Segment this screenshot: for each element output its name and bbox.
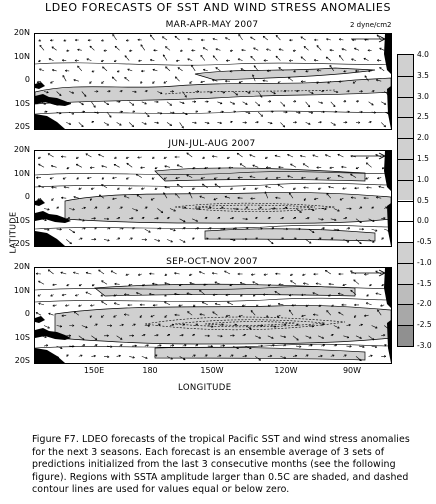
colorbar-cell — [398, 117, 413, 138]
colorbar-tick-label: -1.5 — [417, 278, 432, 288]
wind-vector-head — [104, 51, 106, 52]
colorbar-tick-label: 0.0 — [417, 216, 429, 226]
wind-vector — [306, 102, 310, 107]
colorbar-tick-label: 1.5 — [417, 153, 429, 163]
shaded-anomaly-region — [35, 78, 391, 104]
wind-vector-head — [112, 178, 114, 179]
colorbar-cell — [398, 263, 413, 284]
australia-landmass — [35, 114, 65, 129]
wind-vector — [112, 77, 116, 81]
wind-vector — [239, 34, 243, 40]
colorbar-cell — [398, 97, 413, 118]
colorbar-tick-label: 1.0 — [417, 174, 429, 184]
lon-tick-150w: 150W — [200, 366, 224, 375]
colorbar-cell — [398, 180, 413, 201]
wind-vector — [280, 122, 284, 127]
shaded-anomaly-region — [155, 347, 365, 360]
wind-vector — [354, 280, 359, 284]
contour-line — [35, 298, 391, 302]
wind-vector — [165, 67, 170, 71]
lat-tick-label: 10N — [13, 168, 30, 178]
wind-vector — [255, 102, 260, 106]
lat-tick-label: 20N — [13, 262, 30, 271]
x-axis-title: LONGITUDE — [178, 383, 232, 393]
wind-vector — [79, 122, 83, 126]
wind-vector-head — [335, 111, 337, 112]
wind-vector — [258, 112, 263, 116]
lon-tick-150e: 150E — [83, 366, 105, 375]
wind-vector-head — [179, 306, 181, 307]
colorbar-tick-label: 4.0 — [417, 50, 429, 59]
wind-vector-head — [209, 111, 211, 112]
wind-vector-head — [45, 111, 47, 112]
wind-vector-head — [264, 275, 266, 276]
australia-landmass — [35, 231, 65, 246]
wind-vector — [331, 102, 335, 107]
lat-tick-label: 20S — [14, 356, 30, 365]
lon-tick-120w: 120W — [274, 366, 298, 375]
wind-vector — [306, 239, 311, 243]
indonesia-landmass — [35, 82, 45, 89]
y-axis-title: LATITUDE — [8, 211, 18, 254]
figure-caption — [32, 434, 424, 497]
south-america-landmass — [387, 86, 391, 129]
wind-vector-head — [65, 306, 67, 307]
wind-vector — [366, 163, 371, 167]
wind-vector — [339, 55, 343, 60]
wind-vector-head — [90, 306, 92, 307]
wind-vector-head — [330, 168, 332, 169]
colorbar-tick-label: -1.0 — [417, 257, 432, 267]
wind-vector — [90, 46, 95, 50]
shaded-anomaly-region — [95, 284, 355, 296]
shaded-anomaly-region — [205, 229, 375, 241]
wind-vector-head — [294, 101, 296, 102]
colorbar-cell — [398, 325, 413, 346]
wind-vector-head — [121, 111, 123, 112]
wind-vector-head — [138, 158, 140, 159]
wind-vector-head — [222, 111, 224, 112]
wind-vector-head — [46, 345, 48, 346]
wind-vector — [280, 102, 284, 107]
map-canvas-2 — [35, 151, 391, 246]
contour-line — [35, 225, 391, 229]
wind-vector — [78, 66, 82, 71]
wind-vector — [301, 57, 306, 61]
lat-tick-label: 10N — [13, 51, 30, 61]
australia-landmass — [35, 348, 65, 363]
contour-line — [35, 344, 391, 348]
wind-vector — [317, 45, 321, 50]
wind-vector-head — [293, 51, 295, 52]
lat-tick-label: 10S — [14, 98, 30, 108]
lat-tick-label: 0 — [24, 75, 30, 84]
wind-vector-head — [226, 295, 228, 296]
wind-vector — [125, 77, 130, 81]
colorbar-cell — [398, 138, 413, 159]
forecast-map-panel-1 — [34, 33, 392, 130]
wind-vector — [102, 67, 107, 71]
lat-tick-label: 10N — [13, 285, 30, 295]
lat-tick-label: 0 — [24, 192, 30, 201]
wind-vector-head — [159, 345, 161, 346]
wind-vector — [191, 65, 195, 71]
indonesia-landmass — [35, 199, 45, 206]
wind-vector — [290, 281, 296, 285]
lat-tick-label: 0 — [24, 309, 30, 318]
wind-vector — [175, 77, 179, 81]
south-america-landmass — [387, 320, 391, 363]
wind-vector — [237, 153, 243, 157]
panel-title-2: JUN-JUL-AUG 2007 — [168, 139, 256, 149]
wind-vector-head — [377, 179, 379, 180]
wind-vector-head — [50, 40, 52, 41]
wind-vector — [304, 46, 309, 50]
wind-vector-head — [87, 178, 89, 179]
wind-vector-head — [94, 355, 96, 356]
wind-vector — [276, 35, 280, 40]
wind-vector — [215, 184, 220, 188]
colorbar-tick-label: 3.5 — [417, 70, 429, 80]
wind-vector-head — [348, 111, 350, 112]
wind-vector — [127, 163, 132, 167]
wind-vector — [288, 77, 293, 81]
map-canvas-1 — [35, 34, 391, 129]
colorbar-cell — [398, 221, 413, 242]
wind-vector-head — [140, 168, 142, 169]
forecast-map-panel-2 — [34, 150, 392, 247]
colorbar-cell — [398, 304, 413, 325]
wind-vector-head — [320, 121, 322, 122]
caption-text: Figure F7. LDEO forecasts of the tropical Pacific SST and wind stress anomalies for the next 3 seasons. Each forecast is an ensemble average of 3 sets of predictions initialized from the last 3 consecutive months (see the following figure). Regions with SSTA amplitude larger than 0.5C are shaded, and dashed contour lines are used for values equal or below zero. — [32, 434, 410, 496]
wind-vector — [163, 55, 167, 61]
wind-vector — [187, 153, 192, 157]
wind-vector — [180, 122, 184, 128]
colorbar-tick-label: 2.0 — [417, 133, 429, 143]
panel-title-1: MAR-APR-MAY 2007 — [165, 20, 259, 30]
wind-vector — [125, 56, 129, 61]
colorbar-cell — [398, 159, 413, 180]
wind-vector — [91, 102, 95, 108]
colorbar-cell — [398, 76, 413, 97]
wind-vector — [251, 56, 255, 60]
wind-vector — [175, 36, 180, 40]
wind-vector — [115, 46, 120, 50]
contour-line — [35, 63, 391, 65]
wind-vector — [263, 36, 268, 40]
wind-vector — [48, 270, 53, 274]
wind-vector — [66, 239, 71, 243]
colorbar-tick-label: -3.0 — [417, 341, 432, 350]
wind-vector — [145, 112, 149, 117]
colorbar-tick-label: -2.0 — [417, 299, 432, 309]
colorbar-cell — [398, 284, 413, 305]
colorbar-cell — [398, 242, 413, 263]
colorbar-tick-label: 2.5 — [417, 112, 429, 122]
wind-vector — [40, 45, 44, 50]
central-america-landmass — [384, 34, 391, 74]
colorbar — [397, 54, 414, 347]
central-america-landmass — [384, 268, 391, 308]
colorbar-tick-label: -2.5 — [417, 320, 432, 330]
lat-tick-label: 10S — [14, 215, 30, 225]
indonesia-landmass — [35, 316, 45, 323]
lat-tick-label: 20N — [13, 145, 30, 154]
wind-vector-head — [251, 275, 253, 276]
wind-vector — [325, 270, 331, 274]
colorbar-cell — [398, 55, 413, 76]
colorbar-cell — [398, 201, 413, 222]
contour-line — [35, 183, 391, 187]
wind-vector — [113, 34, 117, 40]
map-canvas-3 — [35, 268, 391, 363]
panel-title-3: SEP-OCT-NOV 2007 — [166, 257, 258, 267]
wind-vector-head — [83, 111, 85, 112]
wind-vector-head — [257, 121, 259, 122]
forecast-map-panel-3 — [34, 267, 392, 364]
wind-vector-head — [364, 275, 366, 276]
lon-tick-180: 180 — [142, 366, 158, 375]
lat-tick-label: 20S — [14, 122, 30, 131]
wind-vector-head — [260, 228, 262, 229]
wind-vector — [165, 47, 170, 51]
lat-tick-label: 20S — [14, 239, 30, 248]
vector-scale-label: 2 dyne/cm2 — [350, 21, 392, 29]
lat-tick-label: 10S — [14, 332, 30, 342]
wind-vector-head — [269, 101, 271, 102]
wind-vector-head — [172, 345, 174, 346]
wind-vector — [268, 239, 273, 243]
figure-title: LDEO FORECASTS OF SST AND WIND STRESS ANOMALIES — [44, 1, 392, 14]
shaded-anomaly-region — [65, 192, 391, 223]
colorbar-tick-label: 3.0 — [417, 91, 429, 101]
wind-vector-head — [119, 355, 121, 356]
wind-vector — [150, 35, 154, 40]
south-america-landmass — [387, 203, 391, 246]
wind-vector — [129, 122, 133, 126]
wind-vector — [69, 229, 75, 233]
wind-vector — [303, 164, 309, 168]
wind-vector-head — [53, 285, 55, 286]
wind-vector-head — [62, 295, 64, 296]
contour-line — [35, 111, 391, 114]
wind-vector — [213, 56, 217, 61]
wind-vector-head — [101, 61, 103, 62]
shaded-anomaly-region — [195, 68, 375, 80]
wind-vector — [381, 122, 385, 127]
wind-vector — [202, 184, 207, 188]
wind-vector — [99, 270, 104, 274]
wind-vector-head — [126, 41, 128, 42]
wind-vector — [276, 56, 280, 61]
wind-vector — [201, 55, 205, 60]
colorbar-tick-label: 0.5 — [417, 195, 429, 205]
wind-vector-head — [289, 295, 291, 296]
lon-tick-90w: 90W — [342, 366, 362, 375]
lat-tick-label: 20N — [13, 28, 30, 37]
wind-vector — [141, 45, 145, 51]
colorbar-tick-label: -0.5 — [417, 237, 432, 247]
wind-vector-head — [223, 345, 225, 346]
